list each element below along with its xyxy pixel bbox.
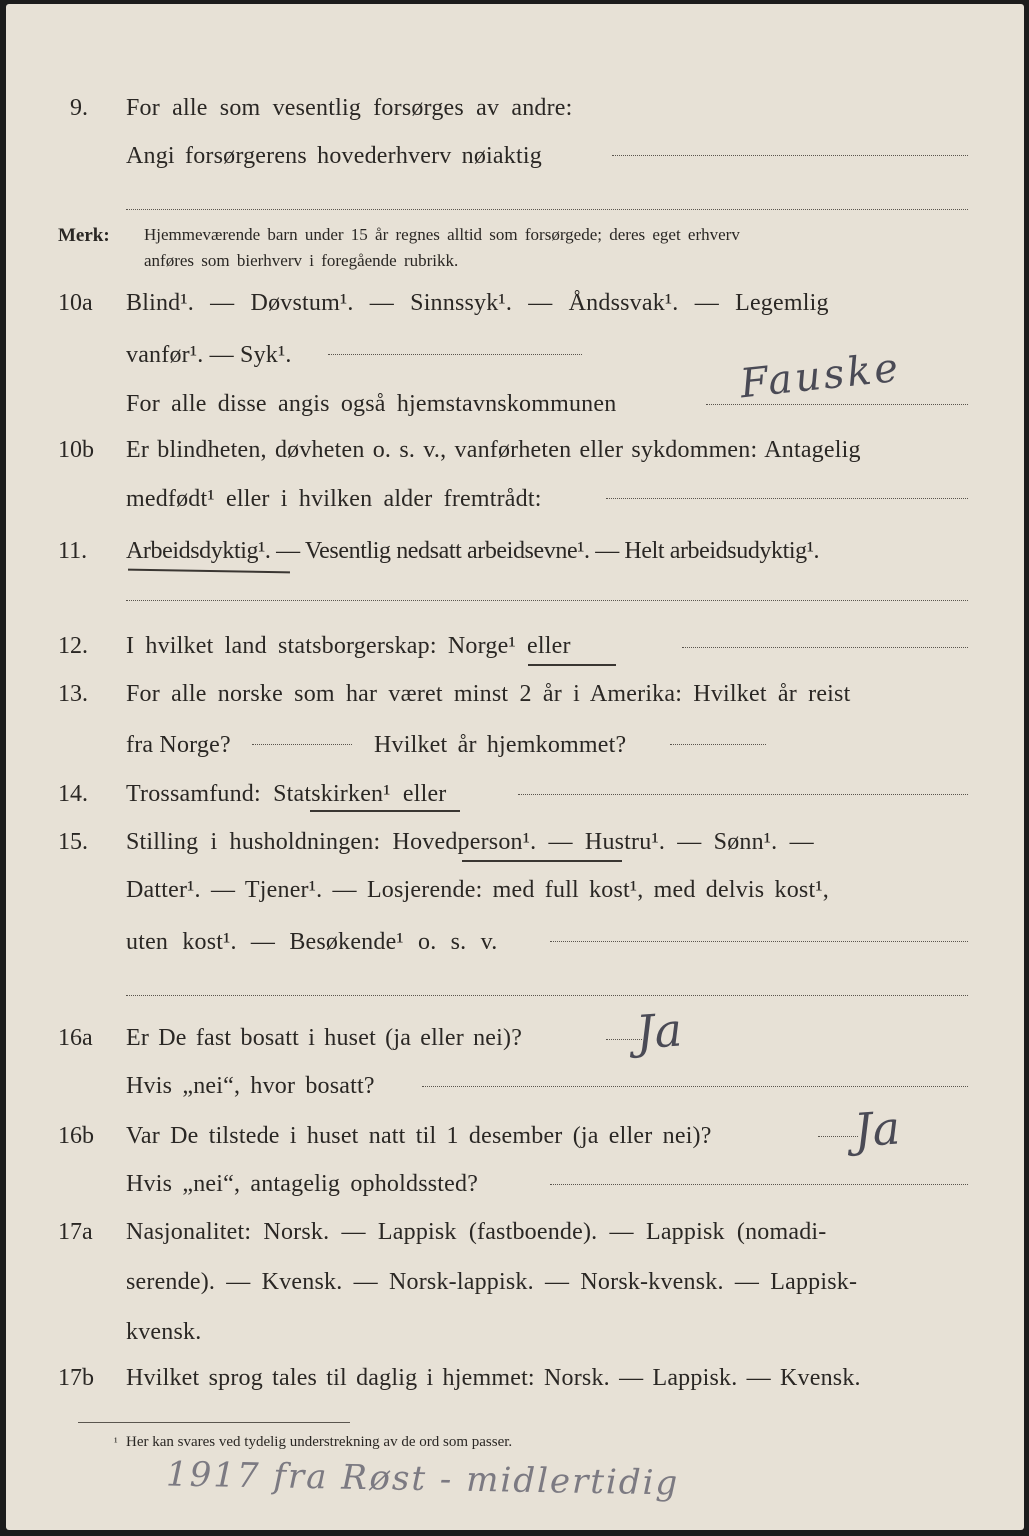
item-number: 16a — [58, 1025, 93, 1051]
question-text: Stilling i husholdningen: Hovedperson¹. — Hustru¹. — Sønn¹. — — [126, 829, 814, 855]
item-number: 11. — [58, 538, 88, 564]
item-number: 14. — [58, 781, 88, 807]
answer-line[interactable] — [252, 744, 352, 745]
handwritten-note: 1917 fra Røst - midlertidig — [165, 1454, 680, 1504]
answer-line[interactable] — [682, 647, 968, 648]
answer-underline — [310, 810, 460, 812]
answer-line[interactable] — [328, 354, 582, 355]
item-number: 12. — [58, 633, 88, 659]
question-text: kvensk. — [126, 1319, 202, 1345]
item-number: 10a — [58, 290, 93, 316]
item-number: 15. — [58, 829, 88, 855]
answer-line[interactable] — [126, 209, 968, 210]
answer-line[interactable] — [422, 1086, 968, 1087]
question-text: Trossamfund: Statskirken¹ eller — [126, 781, 447, 807]
question-text: Er blindheten, døvheten o. s. v., vanførheten eller sykdommen: Antagelig — [126, 437, 861, 463]
question-text: serende). — Kvensk. — Norsk-lappisk. — Norsk-kvensk. — Lappisk- — [126, 1269, 858, 1295]
note-text: Hjemmeværende barn under 15 år regnes alltid som forsørgede; deres eget erhverv — [144, 225, 740, 244]
answer-line[interactable] — [612, 155, 968, 156]
answer-line[interactable] — [670, 744, 766, 745]
question-text: Blind¹. — Døvstum¹. — Sinnssyk¹. — Åndssvak¹. — Legemlig — [126, 290, 829, 316]
question-text: I hvilket land statsborgerskap: Norge¹ eller — [126, 633, 571, 659]
handwritten-answer: Ja — [852, 1100, 902, 1158]
answer-line[interactable] — [550, 1184, 968, 1185]
item-number: 17a — [58, 1219, 93, 1245]
item-number: 9. — [70, 95, 88, 121]
question-text: medfødt¹ eller i hvilken alder fremtrådt: — [126, 486, 542, 512]
question-text: Hvis „nei“, hvor bosatt? — [126, 1073, 375, 1099]
item-number: 10b — [58, 437, 94, 463]
answer-line[interactable] — [550, 941, 968, 942]
census-form-page — [6, 4, 1024, 1530]
answer-line[interactable] — [818, 1136, 858, 1137]
answer-underline — [462, 860, 622, 862]
question-text: Datter¹. — Tjener¹. — Losjerende: med full kost¹, med delvis kost¹, — [126, 877, 829, 903]
handwritten-answer: Ja — [634, 1002, 684, 1060]
item-number: 16b — [58, 1123, 94, 1149]
item-number: 17b — [58, 1365, 94, 1391]
question-text: vanfør¹. — Syk¹. — [126, 342, 292, 368]
question-text: Var De tilstede i huset natt til 1 desember (ja eller nei)? — [126, 1123, 712, 1149]
question-text: Hvilket sprog tales til daglig i hjemmet: Norsk. — Lappisk. — Kvensk. — [126, 1365, 861, 1391]
question-text: Nasjonalitet: Norsk. — Lappisk (fastboende). — Lappisk (nomadi- — [126, 1219, 827, 1245]
handwritten-answer: Fauske — [738, 344, 904, 408]
question-text: For alle som vesentlig forsørges av andre: — [126, 95, 573, 121]
question-text: Er De fast bosatt i huset (ja eller nei)? — [126, 1025, 523, 1051]
answer-underline — [128, 569, 290, 574]
question-text: For alle disse angis også hjemstavnskommunen — [126, 391, 617, 417]
question-text: fra Norge? — [126, 732, 231, 758]
question-text: For alle norske som har været minst 2 år i Amerika: Hvilket år reist — [126, 681, 851, 707]
question-text: Hvis „nei“, antagelig opholdssted? — [126, 1171, 479, 1197]
question-text: Hvilket år hjemkommet? — [374, 732, 627, 758]
footnote-divider — [78, 1422, 350, 1423]
answer-underline — [528, 664, 616, 666]
note-label: Merk: — [58, 225, 110, 246]
item-number: 13. — [58, 681, 88, 707]
question-text: uten kost¹. — Besøkende¹ o. s. v. — [126, 929, 498, 955]
answer-line[interactable] — [126, 995, 968, 996]
question-text: Angi forsørgerens hovederhverv nøiaktig — [126, 143, 542, 169]
note-text: anføres som bierhverv i foregående rubrikk. — [144, 251, 459, 270]
answer-line[interactable] — [126, 600, 968, 601]
answer-line[interactable] — [518, 794, 968, 795]
footnote-text: Her kan svares ved tydelig understrekning av de ord som passer. — [126, 1434, 513, 1450]
footnote-mark: ¹ — [114, 1435, 118, 1449]
answer-line[interactable] — [606, 498, 968, 499]
question-text: Arbeidsdyktig¹. — Vesentlig nedsatt arbeidsevne¹. — Helt arbeidsudyktig¹. — [126, 538, 820, 564]
